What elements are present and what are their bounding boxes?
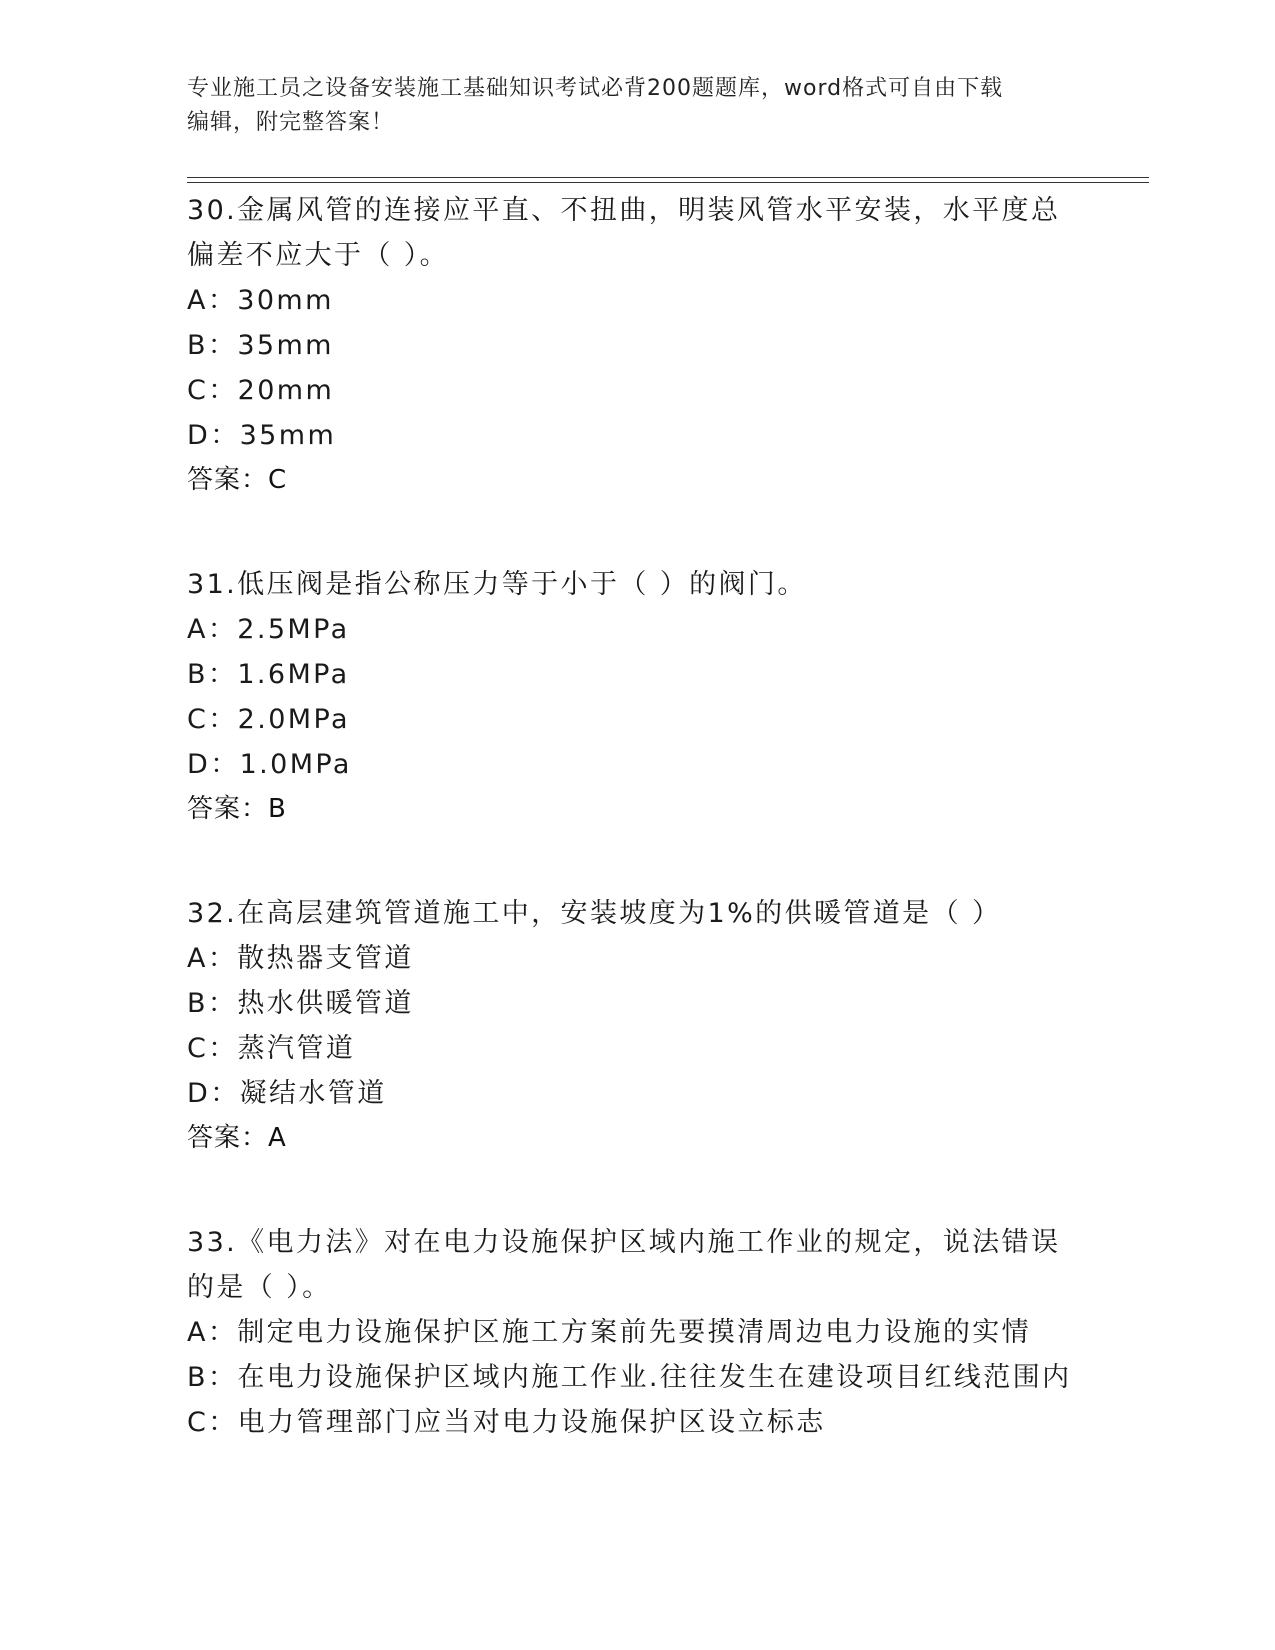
option-a: A：散热器支管道	[187, 943, 414, 974]
option-d: D：凝结水管道	[187, 1078, 387, 1109]
header-line-2: 编辑，附完整答案！	[187, 110, 395, 135]
option-b: B：1.6MPa	[187, 659, 350, 690]
option-c: C：电力管理部门应当对电力设施保护区设立标志	[187, 1407, 826, 1438]
option-d: D：35mm	[187, 420, 337, 451]
question-list	[187, 188, 1087, 1504]
answer-label: 答案：A	[187, 1123, 287, 1153]
option-d: D：1.0MPa	[187, 749, 352, 780]
option-b: B：在电力设施保护区域内施工作业.往往发生在建设项目红线范围内	[187, 1362, 1072, 1393]
question-33	[187, 1220, 1087, 1445]
option-c: C：20mm	[187, 375, 335, 406]
question-31	[187, 562, 1087, 832]
question-stem: 30.金属风管的连接应平直、不扭曲，明装风管水平安装，水平度总偏差不应大于（ ）。	[187, 195, 1061, 271]
option-a: A：制定电力设施保护区施工方案前先要摸清周边电力设施的实情	[187, 1317, 1032, 1348]
question-stem: 33.《电力法》对在电力设施保护区域内施工作业的规定，说法错误的是（ ）。	[187, 1227, 1061, 1303]
header-line-1: 专业施工员之设备安装施工基础知识考试必背200题题库，word格式可自由下载	[187, 76, 1004, 101]
header-divider-bottom	[187, 182, 1149, 183]
question-stem: 31.低压阀是指公称压力等于小于（ ）的阀门。	[187, 569, 807, 600]
answer-label: 答案：B	[187, 794, 287, 824]
header-divider-top	[187, 177, 1149, 178]
answer-label: 答案：C	[187, 465, 288, 495]
option-a: A：30mm	[187, 285, 334, 316]
question-30	[187, 188, 1087, 503]
question-stem: 32.在高层建筑管道施工中，安装坡度为1%的供暖管道是（ ）	[187, 898, 1002, 929]
option-b: B：35mm	[187, 330, 334, 361]
document-header	[187, 72, 1087, 140]
option-b: B：热水供暖管道	[187, 988, 414, 1019]
option-c: C：蒸汽管道	[187, 1033, 356, 1064]
option-c: C：2.0MPa	[187, 704, 350, 735]
option-a: A：2.5MPa	[187, 614, 350, 645]
question-32	[187, 891, 1087, 1161]
